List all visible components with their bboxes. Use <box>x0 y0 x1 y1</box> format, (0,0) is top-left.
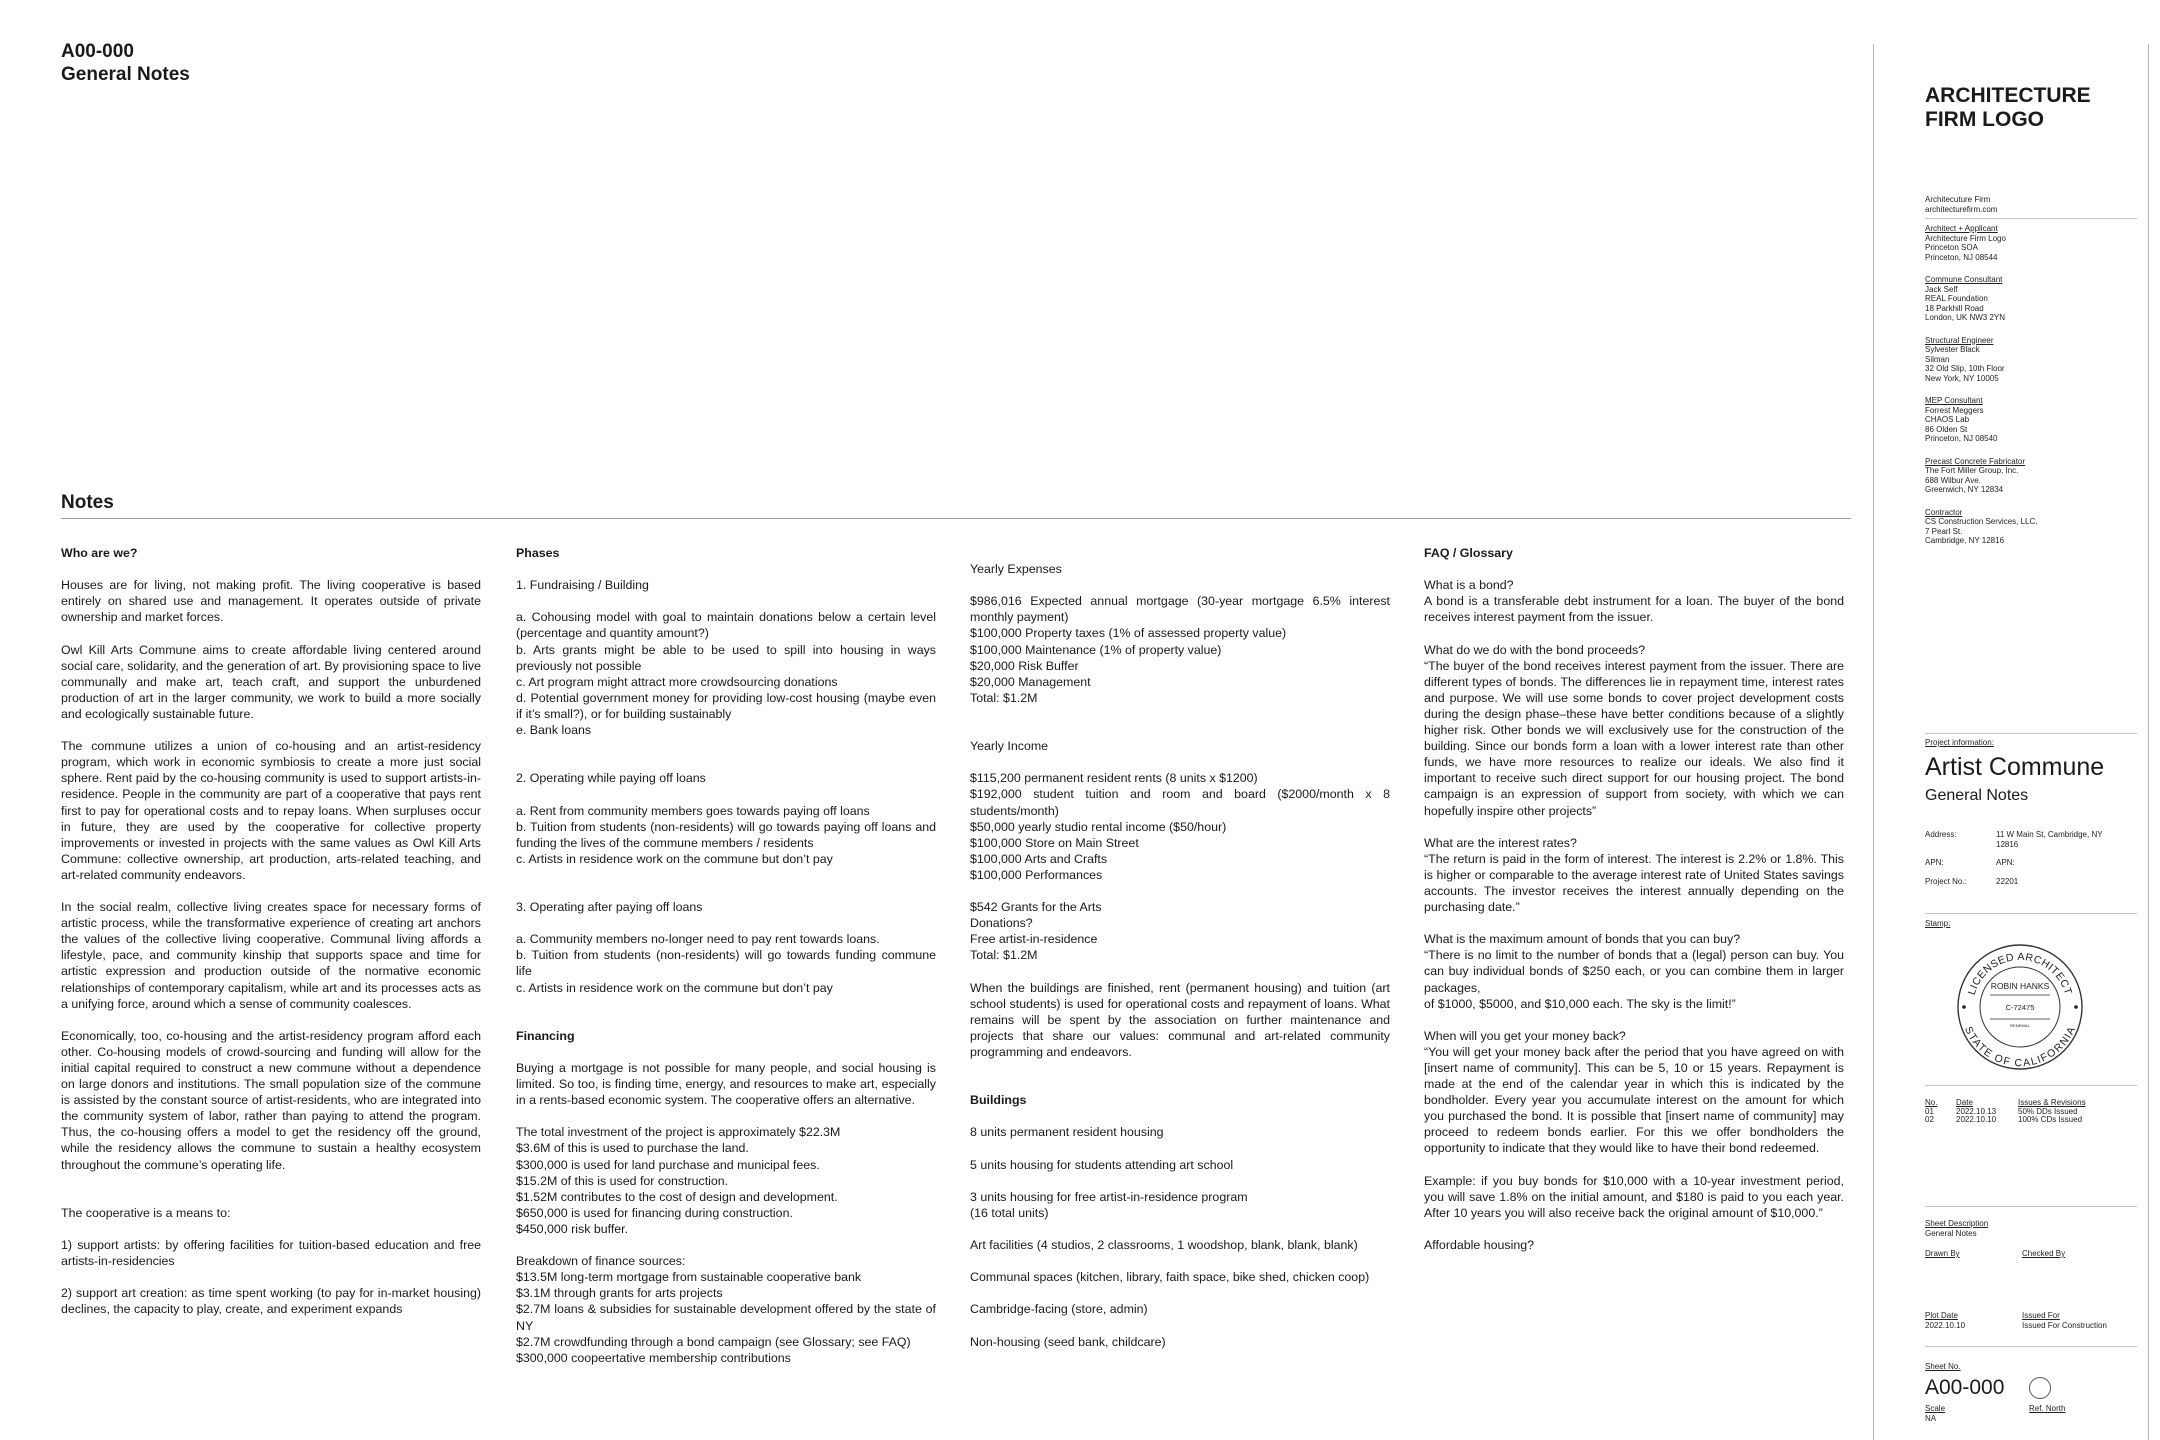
notes-column-4 <box>1424 545 1844 1253</box>
note-paragraph <box>61 625 481 641</box>
firm-logo-line-1: ARCHITECTURE <box>1925 84 2091 107</box>
section-heading: Phases <box>516 546 560 560</box>
note-paragraph: of $1000, $5000, and $10,000 each. The sky is the limit!” <box>1424 996 1736 1011</box>
note-paragraph: a. Cohousing model with goal to maintain donations below a certain level (percentage and quantity amount?) <box>516 610 936 641</box>
note-paragraph <box>61 1189 481 1205</box>
sheet-no-label: Sheet No. <box>1925 1362 1961 1371</box>
note-paragraph <box>970 1076 1390 1092</box>
consultant-role: Structural Engineer <box>1925 335 1994 345</box>
consultant-detail: Silman <box>1925 354 1950 364</box>
project-info-label: Project information: <box>1925 738 1994 747</box>
note-paragraph: a. Community members no-longer need to pay rent towards loans. <box>516 932 880 947</box>
note-paragraph: $2.7M crowdfunding through a bond campaign (see Glossary; see FAQ) <box>516 1334 911 1349</box>
note-paragraph: In the social realm, collective living creates space for necessary forms of artistic process, while the transformative experience of creating art anchors the values of the collective living cooperative. Communal living affords a lifestyle, pace, and community kinship that supports space and time for artistic expression and production outside of the normative economic relationships of contemporary capitalism, while art and its processes acts as a unifying force, around which a sense of community coalesces. <box>61 900 481 1011</box>
stamp-star-left <box>1962 1005 1966 1009</box>
note-paragraph <box>516 1237 936 1253</box>
note-paragraph: The total investment of the project is approximately $22.3M <box>516 1125 841 1140</box>
revision-cell: 02 <box>1925 1115 1934 1125</box>
plot-date <box>1925 1311 1965 1330</box>
stamp-label: Stamp: <box>1925 919 1951 928</box>
note-paragraph <box>516 738 936 754</box>
note-paragraph: $1.52M contributes to the cost of design and development. <box>516 1189 838 1204</box>
note-paragraph <box>1424 625 1844 641</box>
note-paragraph: Total: $1.2M <box>970 948 1038 963</box>
scale <box>1925 1404 1945 1423</box>
note-paragraph: c. Art program might attract more crowdsourcing donations <box>516 674 838 689</box>
revision-table <box>1925 1099 2137 1125</box>
note-paragraph <box>516 883 936 899</box>
note-paragraph <box>970 577 1390 593</box>
note-paragraph <box>970 1221 1390 1237</box>
consultant-detail: 688 Wilbur Ave. <box>1925 475 1981 485</box>
note-paragraph: $192,000 student tuition and room and board ($2000/month x 8 students/month) <box>970 787 1390 818</box>
stamp-license-number: C-72475 <box>2005 1003 2035 1012</box>
consultant-detail: Sylvester Black <box>1925 345 1980 355</box>
note-paragraph <box>970 722 1390 738</box>
note-paragraph <box>1424 561 1844 577</box>
consultant-detail: 32 Old Slip, 10th Floor <box>1925 364 2005 374</box>
note-paragraph: b. Arts grants might be able to be used to spill into housing in ways previously not possible <box>516 642 936 673</box>
note-paragraph: $2.7M loans & subsidies for sustainable development offered by the state of NY <box>516 1302 936 1333</box>
firm-website: architecturefirm.com <box>1925 204 1998 214</box>
note-paragraph: $100,000 Performances <box>970 867 1103 882</box>
sheet-description-label: Sheet Description <box>1925 1219 1989 1228</box>
note-paragraph: $15.2M of this is used for construction. <box>516 1173 729 1188</box>
firm-name: Architecuture Firm <box>1925 195 1991 204</box>
note-paragraph: Free artist-in-residence <box>970 932 1098 947</box>
drawn-by-label: Drawn By <box>1925 1249 1960 1258</box>
note-paragraph <box>61 1012 481 1028</box>
note-paragraph: $3.1M through grants for arts projects <box>516 1286 723 1301</box>
consultant-role: Architect + Applicant <box>1925 224 1998 233</box>
note-paragraph: $13.5M long-term mortgage from sustainable cooperative bank <box>516 1270 862 1285</box>
note-paragraph <box>970 1108 1390 1124</box>
note-paragraph <box>970 1318 1390 1334</box>
note-paragraph <box>516 1012 936 1028</box>
titleblock-border-left <box>1873 44 1874 1440</box>
note-paragraph <box>61 1221 481 1237</box>
stamp-architect-name: ROBIN HANKS <box>1990 981 2050 991</box>
note-paragraph <box>516 867 936 883</box>
note-paragraph: Owl Kill Arts Commune aims to create affordable living centered around social care, solidarity, and the generation of art. By provisioning space to live communally and make art, teach craft, and support the unburdened production of art in the larger community, we work to build a more socially and ecologically sustainable future. <box>61 642 481 721</box>
consultant-detail: CHAOS Lab <box>1925 415 1970 425</box>
note-paragraph: The commune utilizes a union of co-housing and an artist-residency program, which work in economic symbiosis to create a more just social sphere. Rent paid by the co-housing community is used to support artists-in-residence. People in the community are part of a cooperative that pays rent first to pay for operational costs and to repay loans. When surpluses occur in future, they are used by the cooperative for collective property improvements or invested in projects with the same values as Owl Kill Arts Commune: collective ownership, art production, arts-related teaching, and art-related community endeavors. <box>61 739 481 882</box>
consultant-detail: 7 Pearl St. <box>1925 526 1963 536</box>
note-paragraph <box>970 706 1390 722</box>
note-paragraph: $650,000 is used for financing during construction. <box>516 1205 793 1220</box>
note-paragraph: $300,000 is used for land purchase and municipal fees. <box>516 1157 820 1172</box>
stamp-top-text: LICENSED ARCHITECT <box>1965 950 2075 997</box>
note-paragraph: 8 units permanent resident housing <box>970 1125 1164 1140</box>
notes-divider <box>61 518 1851 519</box>
consultant-role: MEP Consultant <box>1925 396 1983 406</box>
note-paragraph: b. Tuition from students (non-residents) will go towards paying off loans and funding the lives of the commune members / residents <box>516 819 936 850</box>
note-paragraph: A bond is a transferable debt instrument for a loan. The buyer of the bond receives interest payment from the issuer. <box>1424 594 1844 625</box>
note-paragraph <box>1424 1221 1844 1237</box>
note-paragraph: $100,000 Maintenance (1% of property value) <box>970 642 1222 657</box>
titleblock-rule <box>1925 1085 2137 1086</box>
note-paragraph <box>970 1140 1390 1156</box>
consultant-detail: Princeton, NJ 08540 <box>1925 434 1998 444</box>
consultant-entry <box>1925 457 2137 495</box>
note-paragraph <box>970 963 1390 979</box>
issued-for <box>2022 1311 2107 1330</box>
note-paragraph: “The return is paid in the form of interest. The interest is 2.2% or 1.8%. This is higher or comparable to the average interest rate of United States savings accounts. The investor receives the interest annually depending on the purchasing date.” <box>1424 851 1844 915</box>
consultant-entry <box>1925 336 2137 384</box>
consultant-detail: The Fort Miller Group, Inc. <box>1925 466 2019 476</box>
apn-value: APN: <box>1996 858 2015 867</box>
note-paragraph <box>61 722 481 738</box>
note-paragraph: Example: if you buy bonds for $10,000 with a 10-year investment period, you will save 1.8% on the initial amount, and $180 is paid to you each year. After 10 years you will also receive back the original amount of $10,000.” <box>1424 1173 1844 1220</box>
revision-header-cell: Date <box>1956 1098 1973 1107</box>
scale-value: NA <box>1925 1413 1937 1423</box>
note-paragraph: Economically, too, co-housing and the artist-residency program afford each other. Co-housing models of crowd-sourcing and funding will allow for the initial capital required to construct a new commune without a dependence on large donors and institutions. The small population size of the commune is assisted by the constant source of artist-residents, who are integrated into the community system of labor, rather than paying to attend the program. Thus, the co-housing offers a model to get the residency off the ground, while the residency allows the commune to sustain a healthy ecosystem throughout the commune’s operating life. <box>61 1028 481 1172</box>
note-paragraph: $20,000 Risk Buffer <box>970 658 1079 673</box>
note-paragraph: $3.6M of this is used to purchase the land. <box>516 1141 749 1156</box>
consultant-role: Commune Consultant <box>1925 274 2003 284</box>
note-paragraph <box>61 561 481 577</box>
note-paragraph: 2. Operating while paying off loans <box>516 771 706 786</box>
sheet-description <box>1925 1219 1988 1238</box>
note-paragraph: e. Bank loans <box>516 723 592 738</box>
address-value: 11 W Main St, Cambridge, NY 12816 <box>1996 830 2103 849</box>
note-paragraph: $115,200 permanent resident rents (8 units x $1200) <box>970 771 1258 786</box>
consultant-detail: Princeton, NJ 08544 <box>1925 252 1998 262</box>
issued-for-value: Issued For Construction <box>2022 1320 2107 1330</box>
note-paragraph: Breakdown of finance sources: <box>516 1254 686 1269</box>
note-paragraph: Non-housing (seed bank, childcare) <box>970 1334 1166 1349</box>
note-paragraph: When will you get your money back? <box>1424 1028 1626 1043</box>
revision-cell: 2022.10.13 <box>1956 1106 1997 1116</box>
revision-cell: 100% CDs Issued <box>2018 1115 2083 1125</box>
project-number-value: 22201 <box>1996 877 2019 886</box>
note-paragraph: What do we do with the bond proceeds? <box>1424 642 1646 657</box>
consultant-detail: Greenwich, NY 12834 <box>1925 485 2004 495</box>
note-paragraph <box>1424 1012 1844 1028</box>
note-paragraph: What is the maximum amount of bonds that you can buy? <box>1424 932 1741 947</box>
note-paragraph: 5 units housing for students attending art school <box>970 1157 1234 1172</box>
section-heading: Financing <box>516 1028 575 1043</box>
firm-info <box>1925 195 2137 214</box>
revision-header-cell: No. <box>1925 1098 1938 1107</box>
note-paragraph <box>970 1173 1390 1189</box>
note-paragraph: Art facilities (4 studios, 2 classrooms, 1 woodshop, blank, blank, blank) <box>970 1238 1358 1253</box>
section-heading: Buildings <box>970 1093 1027 1108</box>
note-paragraph: 1) support artists: by offering facilities for tuition-based education and free artists-in-residencies <box>61 1238 481 1269</box>
note-paragraph: 3 units housing for free artist-in-residence program <box>970 1189 1248 1204</box>
note-paragraph: b. Tuition from students (non-residents) will go towards funding commune life <box>516 948 936 979</box>
ref-north-label: Ref. North <box>2029 1404 2066 1413</box>
note-paragraph: $300,000 coopeertative membership contributions <box>516 1350 791 1365</box>
firm-logo <box>1925 84 2091 132</box>
note-paragraph: $100,000 Property taxes (1% of assessed property value) <box>970 626 1287 641</box>
titleblock-rule <box>1925 218 2137 219</box>
consultant-detail: CS Construction Services, LLC. <box>1925 517 2038 527</box>
project-title: Artist Commune <box>1925 753 2105 781</box>
note-paragraph: Cambridge-facing (store, admin) <box>970 1302 1148 1317</box>
note-paragraph: Buying a mortgage is not possible for many people, and social housing is limited. So too, is finding time, energy, and resources to make art, especially in a rents-based economic system. The cooperative offers an alternative. <box>516 1061 936 1108</box>
note-paragraph <box>516 996 936 1012</box>
note-paragraph: $100,000 Arts and Crafts <box>970 851 1108 866</box>
note-paragraph: Donations? <box>970 916 1033 931</box>
project-subtitle: General Notes <box>1925 787 2029 804</box>
consultant-detail: REAL Foundation <box>1925 294 1988 304</box>
note-paragraph: Yearly Income <box>970 739 1049 754</box>
note-paragraph <box>1424 915 1844 931</box>
titleblock-rule <box>1925 733 2137 734</box>
titleblock-rule <box>1925 1206 2137 1207</box>
note-paragraph: c. Artists in residence work on the commune but don’t pay <box>516 980 833 995</box>
consultant-entry <box>1925 508 2137 546</box>
consultant-detail: New York, NY 10005 <box>1925 373 1999 383</box>
note-paragraph <box>516 561 936 577</box>
note-paragraph: $100,000 Store on Main Street <box>970 835 1139 850</box>
note-paragraph <box>970 883 1390 899</box>
consultant-detail: 86 Olden St <box>1925 424 1968 434</box>
revision-header-cell: Issues & Revisions <box>2018 1098 2086 1107</box>
scale-label: Scale <box>1925 1404 1946 1413</box>
address-label: Address: <box>1925 830 1957 839</box>
note-paragraph: Communal spaces (kitchen, library, faith space, bike shed, chicken coop) <box>970 1270 1370 1285</box>
note-paragraph <box>970 545 1390 561</box>
consultant-detail: Architecture Firm Logo <box>1925 233 2006 243</box>
consultant-list <box>1925 224 2137 559</box>
note-paragraph <box>970 1253 1390 1269</box>
consultant-detail: London, UK NW3 2YN <box>1925 313 2006 323</box>
note-paragraph: $986,016 Expected annual mortgage (30-year mortgage 6.5% interest monthly payment) <box>970 594 1390 625</box>
note-paragraph <box>516 754 936 770</box>
sheet-header <box>61 40 190 86</box>
note-paragraph: c. Artists in residence work on the commune but don’t pay <box>516 851 833 866</box>
note-paragraph: “There is no limit to the number of bonds that a (legal) person can buy. You can buy individual bonds of $250 each, or you can combine them in larger packages, <box>1424 948 1844 995</box>
stamp-renewal: RENEWAL <box>2010 1023 2030 1028</box>
apn-label: APN: <box>1925 858 1944 867</box>
note-paragraph: $50,000 yearly studio rental income ($50/hour) <box>970 819 1227 834</box>
consultant-detail: Jack Self <box>1925 284 1958 294</box>
section-heading: FAQ / Glossary <box>1424 546 1513 560</box>
note-paragraph: Affordable housing? <box>1424 1238 1534 1253</box>
note-paragraph: (16 total units) <box>970 1205 1049 1220</box>
notes-column-2 <box>516 545 936 1366</box>
checked-by-label: Checked By <box>2022 1249 2066 1258</box>
consultant-detail: Princeton SOA <box>1925 243 1978 253</box>
note-paragraph: $542 Grants for the Arts <box>970 900 1102 915</box>
note-paragraph: a. Rent from community members goes towards paying off loans <box>516 803 870 818</box>
note-paragraph <box>61 883 481 899</box>
note-paragraph: d. Potential government money for providing low-cost housing (maybe even if it’s small?), or for building sustainably <box>516 690 936 721</box>
issued-for-label: Issued For <box>2022 1311 2060 1320</box>
stamp-bottom-text: STATE OF CALIFORNIA <box>1962 1024 2078 1070</box>
revision-row <box>1925 1116 2137 1125</box>
plot-date-value: 2022.10.10 <box>1925 1320 1966 1330</box>
consultant-entry <box>1925 224 2137 262</box>
consultant-detail: Cambridge, NY 12816 <box>1925 536 2005 546</box>
note-paragraph: “The buyer of the bond receives interest payment from the issuer. There are different types of bonds. The differences lie in repayment time, interest rates and purpose. We will use some bonds to cover project development costs during the design phase–these have better conditions because of a slightly higher risk. Other bonds we will exclusively use for the construction of the building. Since our bonds form a loan with a lower interest rate than other funds, we have more resources to realize our ideals. We also find it important to receive such direct support for our housing project. The bond campaign is an expression of support from society, with which we can hopefully inspire other projects” <box>1424 658 1844 818</box>
revision-cell: 01 <box>1925 1106 1934 1116</box>
revision-cell: 50% DDs Issued <box>2018 1106 2078 1116</box>
titleblock-rule <box>1925 1346 2137 1347</box>
note-paragraph <box>1424 1157 1844 1173</box>
sheet-no-value: A00-000 <box>1925 1376 2005 1399</box>
stamp-star-right <box>2074 1005 2078 1009</box>
note-paragraph <box>516 1108 936 1124</box>
note-paragraph: 2) support art creation: as time spent working (to pay for in-market housing) declines, the capacity to play, create, and experiment expands <box>61 1286 481 1317</box>
note-paragraph: Houses are for living, not making profit. The living cooperative is based entirely on shared use and management. It operates outside of private ownership and market forces. <box>61 578 481 625</box>
note-paragraph <box>970 1285 1390 1301</box>
note-paragraph <box>61 1173 481 1189</box>
note-paragraph: Total: $1.2M <box>970 690 1038 705</box>
architect-stamp <box>1956 943 2084 1071</box>
note-paragraph: Yearly Expenses <box>970 562 1062 577</box>
note-paragraph <box>516 786 936 802</box>
note-paragraph: When the buildings are finished, rent (permanent housing) and tuition (art school students) is used for operational costs and repayment of loans. What remains will be spent by the association on further maintenance and projects that share our values: communal and art-related community programming and endeavors. <box>970 980 1390 1059</box>
consultant-role: Precast Concrete Fabricator <box>1925 456 2026 466</box>
consultant-entry <box>1925 396 2137 444</box>
note-paragraph <box>516 593 936 609</box>
notes-title: Notes <box>61 492 114 513</box>
consultant-detail: 18 Parkhill Road <box>1925 303 1984 313</box>
note-paragraph: 1. Fundraising / Building <box>516 578 649 593</box>
note-paragraph: 3. Operating after paying off loans <box>516 900 703 915</box>
plot-date-label: Plot Date <box>1925 1311 1958 1320</box>
notes-column-3 <box>970 545 1390 1350</box>
note-paragraph: What is a bond? <box>1424 578 1514 593</box>
note-paragraph <box>1424 819 1844 835</box>
titleblock-border-right <box>2148 44 2149 1440</box>
note-paragraph: What are the interest rates? <box>1424 835 1577 850</box>
section-heading: Who are we? <box>61 546 138 560</box>
notes-column-1 <box>61 545 481 1318</box>
sheet-name: General Notes <box>61 64 190 85</box>
note-paragraph <box>970 754 1390 770</box>
note-paragraph: The cooperative is a means to: <box>61 1205 231 1220</box>
consultant-detail: Forrest Meggers <box>1925 405 1984 415</box>
titleblock-rule <box>1925 913 2137 914</box>
consultant-role: Contractor <box>1925 507 1963 517</box>
note-paragraph <box>970 1060 1390 1076</box>
sheet-number: A00-000 <box>61 41 134 62</box>
note-paragraph: $450,000 risk buffer. <box>516 1221 629 1236</box>
note-paragraph: “You will get your money back after the period that you have agreed on with [insert name of community]. This can be 5, 10 or 15 years. Repayment is made at the end of the calendar year in which this is indicated by the bondholder. Every year you accumulate interest on the amount for which you purchased the bond. It is possible that [insert name of community] may proceed to redeem bonds earlier. For this we offer bondholders the opportunity to indicate that they would like to have their bond redeemed. <box>1424 1044 1844 1156</box>
note-paragraph <box>61 1269 481 1285</box>
revision-cell: 2022.10.10 <box>1956 1115 1997 1125</box>
note-paragraph <box>516 915 936 931</box>
consultant-entry <box>1925 275 2137 323</box>
firm-logo-line-2: FIRM LOGO <box>1925 108 2044 131</box>
note-paragraph <box>516 1044 936 1060</box>
project-number-label: Project No.: <box>1925 877 1967 886</box>
north-arrow-icon <box>2029 1377 2051 1399</box>
note-paragraph: $20,000 Management <box>970 674 1091 689</box>
sheet-description-value: General Notes <box>1925 1228 1977 1238</box>
